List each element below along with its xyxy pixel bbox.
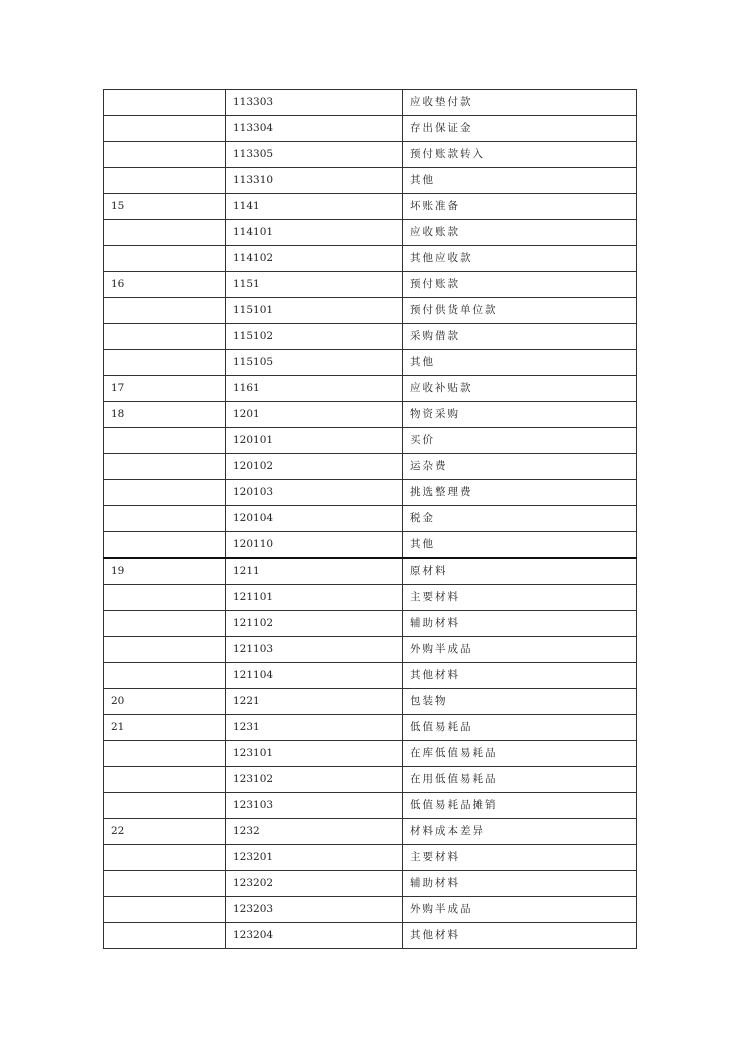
account-code-cell: 115105 [226, 350, 403, 376]
table-row [104, 324, 637, 350]
account-name-cell: 其他材料 [403, 663, 637, 689]
account-code-cell: 120102 [226, 454, 403, 480]
table-row [104, 480, 637, 506]
account-name-cell: 买价 [403, 428, 637, 454]
account-name-cell: 预付供货单位款 [403, 298, 637, 324]
account-name-cell: 应收补贴款 [403, 376, 637, 402]
account-code-cell: 113310 [226, 168, 403, 194]
account-code-cell: 1141 [226, 194, 403, 220]
accounts-table [103, 89, 637, 949]
account-code-cell: 115101 [226, 298, 403, 324]
seq-cell [104, 897, 226, 923]
account-name-cell: 低值易耗品 [403, 715, 637, 741]
seq-cell [104, 663, 226, 689]
account-code-cell: 114102 [226, 246, 403, 272]
table-row [104, 845, 637, 871]
account-code-cell: 1161 [226, 376, 403, 402]
seq-cell: 18 [104, 402, 226, 428]
account-name-cell: 辅助材料 [403, 871, 637, 897]
account-code-cell: 1151 [226, 272, 403, 298]
account-name-cell: 物资采购 [403, 402, 637, 428]
account-name-cell: 其他 [403, 350, 637, 376]
account-code-cell: 121103 [226, 637, 403, 663]
account-name-cell: 税金 [403, 506, 637, 532]
table-row [104, 767, 637, 793]
seq-cell [104, 532, 226, 559]
table-row [104, 793, 637, 819]
seq-cell [104, 168, 226, 194]
table-row [104, 689, 637, 715]
table-row [104, 585, 637, 611]
account-name-cell: 材料成本差异 [403, 819, 637, 845]
seq-cell [104, 298, 226, 324]
account-code-cell: 1231 [226, 715, 403, 741]
table-row [104, 715, 637, 741]
table-row [104, 871, 637, 897]
account-code-cell: 123202 [226, 871, 403, 897]
account-code-cell: 1232 [226, 819, 403, 845]
seq-cell [104, 116, 226, 142]
seq-cell: 19 [104, 558, 226, 585]
table-row [104, 558, 637, 585]
account-code-cell: 120110 [226, 532, 403, 559]
account-name-cell: 应收垫付款 [403, 90, 637, 116]
account-code-cell: 120104 [226, 506, 403, 532]
table-row [104, 402, 637, 428]
table-row [104, 506, 637, 532]
seq-cell: 17 [104, 376, 226, 402]
account-name-cell: 在库低值易耗品 [403, 741, 637, 767]
seq-cell [104, 324, 226, 350]
account-name-cell: 主要材料 [403, 845, 637, 871]
seq-cell: 22 [104, 819, 226, 845]
table-row [104, 663, 637, 689]
seq-cell [104, 454, 226, 480]
account-name-cell: 应收账款 [403, 220, 637, 246]
account-code-cell: 113305 [226, 142, 403, 168]
seq-cell [104, 585, 226, 611]
account-code-cell: 113304 [226, 116, 403, 142]
seq-cell: 21 [104, 715, 226, 741]
account-name-cell: 其他应收款 [403, 246, 637, 272]
account-name-cell: 外购半成品 [403, 897, 637, 923]
seq-cell: 16 [104, 272, 226, 298]
account-code-cell: 123203 [226, 897, 403, 923]
account-name-cell: 辅助材料 [403, 611, 637, 637]
account-code-cell: 1221 [226, 689, 403, 715]
account-name-cell: 其他材料 [403, 923, 637, 949]
seq-cell [104, 793, 226, 819]
account-name-cell: 运杂费 [403, 454, 637, 480]
table-row [104, 376, 637, 402]
seq-cell [104, 923, 226, 949]
seq-cell: 15 [104, 194, 226, 220]
seq-cell [104, 871, 226, 897]
account-code-cell: 120103 [226, 480, 403, 506]
account-name-cell: 预付账款转入 [403, 142, 637, 168]
account-code-cell: 121102 [226, 611, 403, 637]
account-name-cell: 采购借款 [403, 324, 637, 350]
seq-cell [104, 611, 226, 637]
seq-cell [104, 428, 226, 454]
account-name-cell: 其他 [403, 532, 637, 559]
seq-cell [104, 90, 226, 116]
account-code-cell: 123201 [226, 845, 403, 871]
seq-cell [104, 741, 226, 767]
table-row [104, 246, 637, 272]
account-name-cell: 低值易耗品摊销 [403, 793, 637, 819]
table-row [104, 532, 637, 559]
account-code-cell: 121101 [226, 585, 403, 611]
seq-cell [104, 506, 226, 532]
account-code-cell: 123101 [226, 741, 403, 767]
account-code-cell: 123103 [226, 793, 403, 819]
table-row [104, 272, 637, 298]
table-row [104, 741, 637, 767]
table-row [104, 819, 637, 845]
account-name-cell: 原材料 [403, 558, 637, 585]
account-name-cell: 在用低值易耗品 [403, 767, 637, 793]
account-name-cell: 其他 [403, 168, 637, 194]
accounts-table-body [104, 90, 637, 949]
table-row [104, 611, 637, 637]
account-code-cell: 1211 [226, 558, 403, 585]
seq-cell: 20 [104, 689, 226, 715]
table-row [104, 923, 637, 949]
account-name-cell: 预付账款 [403, 272, 637, 298]
seq-cell [104, 220, 226, 246]
account-code-cell: 113303 [226, 90, 403, 116]
account-code-cell: 120101 [226, 428, 403, 454]
table-row [104, 454, 637, 480]
table-row [104, 350, 637, 376]
account-name-cell: 包装物 [403, 689, 637, 715]
account-code-cell: 123102 [226, 767, 403, 793]
account-code-cell: 1201 [226, 402, 403, 428]
account-code-cell: 114101 [226, 220, 403, 246]
table-row [104, 220, 637, 246]
table-row [104, 897, 637, 923]
seq-cell [104, 350, 226, 376]
account-code-cell: 115102 [226, 324, 403, 350]
account-name-cell: 挑选整理费 [403, 480, 637, 506]
seq-cell [104, 246, 226, 272]
table-row [104, 142, 637, 168]
table-row [104, 428, 637, 454]
seq-cell [104, 480, 226, 506]
account-name-cell: 主要材料 [403, 585, 637, 611]
account-name-cell: 存出保证金 [403, 116, 637, 142]
table-row [104, 298, 637, 324]
seq-cell [104, 142, 226, 168]
table-row [104, 194, 637, 220]
table-row [104, 637, 637, 663]
account-code-cell: 123204 [226, 923, 403, 949]
table-row [104, 116, 637, 142]
table-row [104, 168, 637, 194]
table-row [104, 90, 637, 116]
account-name-cell: 外购半成品 [403, 637, 637, 663]
account-code-cell: 121104 [226, 663, 403, 689]
account-name-cell: 坏账准备 [403, 194, 637, 220]
seq-cell [104, 767, 226, 793]
seq-cell [104, 845, 226, 871]
seq-cell [104, 637, 226, 663]
